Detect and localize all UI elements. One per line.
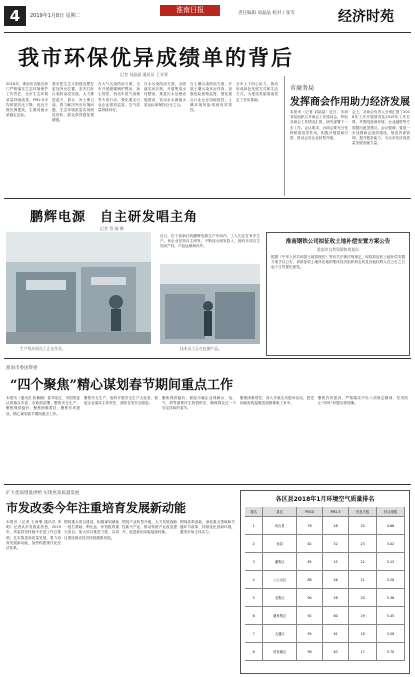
- sidebar-headline: 发挥商会作用助力经济发展: [290, 97, 410, 108]
- notice-title: 淮南钢铁公司拟征收土地补偿安置方案公告: [285, 239, 391, 245]
- main-col-1: 2018年，淮南市各级各部门严格落实生态环境保护工作责任，全市生态环境质量持续改善，PM2.5平均浓度同比下降，优良天数比例提高，主要河流水质稳定达标。: [6, 82, 48, 118]
- table-cell: 凤台县: [263, 517, 297, 535]
- table-cell: 5.36: [377, 589, 405, 607]
- table-row: [245, 589, 405, 607]
- table-cell: 毛集区: [263, 589, 297, 607]
- table-cell: 61: [323, 625, 349, 643]
- table-cell: 大通区: [263, 625, 297, 643]
- table-header-cell: 综合指数: [377, 507, 405, 517]
- table-cell: 7: [245, 625, 263, 643]
- table-cell: 17: [349, 643, 377, 661]
- sidebar-col-2: 会上，各商会负责人分别汇报了2018年工作开展情况及2019年工作打算，并围绕营商环境、企业融资等方面提出意见建议。会议强调，要进一步加强商会组织建设，规范内部管理，提升服务能力，为全市经济高质量发展贡献力量。: [352, 110, 410, 146]
- second-headline: “四个聚焦”精心谋划春节期间重点工作: [10, 378, 233, 393]
- table-cell: 4: [245, 571, 263, 589]
- table-cell: 90: [297, 589, 323, 607]
- masthead-logo: 淮南日报: [160, 5, 220, 16]
- table-cell: 1: [245, 517, 263, 535]
- table-cell: 85: [297, 553, 323, 571]
- table-row: [245, 643, 405, 661]
- table-header-row: [245, 507, 405, 517]
- main-col-2: 我市把生态文明建设摆在更加突出位置，坚决打好污染防治攻坚战，大力推进蓝天、碧水、净土保卫战，着力解决突出环境问题，生态环境质量实现明显好转，群众获得感显著增强。: [52, 82, 94, 123]
- table-cell: 5.70: [377, 643, 405, 661]
- table-row: [245, 607, 405, 625]
- table-row: [245, 571, 405, 589]
- table-cell: 82: [297, 535, 323, 553]
- table-row: [245, 625, 405, 643]
- table-cell: 95: [297, 625, 323, 643]
- table-row: [245, 553, 405, 571]
- table-cell: 25: [349, 517, 377, 535]
- ndrc-kicker: 扩大优质增量供给 实现更高质量发展: [6, 491, 80, 496]
- main-col-6: 全市上下同心协力，推动形成绿色发展方式和生活方式，为建设美丽淮南奠定了坚实基础。: [236, 82, 278, 102]
- air-quality-table: [245, 507, 405, 661]
- table-cell: 22: [349, 553, 377, 571]
- second-col-2: 聚焦安全生产，组织开展安全生产大检查，督促企业落实主体责任，消除各类安全隐患。: [84, 396, 158, 406]
- table-cell: 21: [349, 571, 377, 589]
- notice-subtitle: 淮南市自然资源和规划局: [317, 247, 359, 252]
- table-cell: 4.86: [377, 517, 405, 535]
- table-cell: 23: [349, 535, 377, 553]
- table-cell: 6: [245, 607, 263, 625]
- table-cell: 5.28: [377, 571, 405, 589]
- table-cell: 78: [297, 517, 323, 535]
- public-notice-box: [266, 232, 410, 356]
- second-kicker: 淮南市委国资委: [6, 366, 38, 371]
- page-header: [0, 0, 415, 32]
- table-cell: 18: [349, 625, 377, 643]
- table-cell: 寿县: [263, 535, 297, 553]
- table-cell: 5: [245, 589, 263, 607]
- table-cell: 谢家集区: [263, 607, 297, 625]
- table-cell: 2: [245, 535, 263, 553]
- table-cell: 63: [323, 643, 349, 661]
- table-cell: 48: [323, 517, 349, 535]
- table-cell: 60: [323, 607, 349, 625]
- ndrc-col-3: 围绕产业转型升级，大力发展战略性新兴产业，推动传统产业改造提升，促进新旧动能接续转换。: [122, 520, 177, 535]
- feature-text: 近日，位于高新区的鹏辉电源生产车间内，工人们正在有序生产。该企业坚持自主研发，不断加大研发投入，拥有多项自主知识产权，产品远销海内外。: [160, 234, 260, 249]
- second-col-1: 本报讯（通讯员 张楠楠）春节临近，市国资委认真落实市委、市政府部署，聚焦安全生产、聚焦保供稳价、聚焦困难帮扶、聚焦作风建设，精心谋划春节期间重点工作。: [6, 396, 80, 416]
- table-cell: 19: [349, 607, 377, 625]
- table-cell: 52: [323, 535, 349, 553]
- table-cell: 5.45: [377, 607, 405, 625]
- sidebar-divider: [284, 76, 285, 196]
- table-cell: 5.02: [377, 535, 405, 553]
- table-cell: 田家庵区: [263, 643, 297, 661]
- feature-byline: 记者 蔡 刚 摄: [100, 226, 124, 231]
- table-cell: 八公山区: [263, 571, 297, 589]
- ndrc-headline: 市发改委今年注重培育发展新动能: [6, 501, 187, 515]
- table-header-cell: PM2.5: [323, 507, 349, 517]
- sidebar-kicker: 市商务局: [290, 85, 315, 92]
- factory-photo-right: [160, 264, 260, 344]
- table-cell: 55: [323, 553, 349, 571]
- table-header-cell: PM10: [297, 507, 323, 517]
- factory-photo-left: [6, 232, 151, 344]
- table-cell: 3: [245, 553, 263, 571]
- editor-credits: 责任编辑 刘晶晶 校对 / 张雪: [238, 11, 295, 16]
- table-title: 各区县2018年1月环境空气质量排名: [275, 496, 375, 503]
- section-rule-2: [4, 358, 411, 359]
- section-rule-3: [4, 484, 411, 485]
- photo-caption-left: 生产线车间员工正在作业。: [20, 346, 66, 351]
- section-rule-1: [4, 198, 411, 199]
- table-cell: 8: [245, 643, 263, 661]
- table-header-cell: 优良天数: [349, 507, 377, 517]
- main-col-5: 在土壤污染防治方面，开展土壤污染状况详查，加强危险废物监管，强化重点行业企业用地管控，土壤环境风险得到有效管控。: [190, 82, 232, 113]
- table-cell: 20: [349, 589, 377, 607]
- table-cell: 58: [323, 589, 349, 607]
- photo-caption-right: 技术员工正在检测产品。: [180, 346, 222, 351]
- air-quality-table-box: [240, 490, 410, 674]
- table-cell: 56: [323, 571, 349, 589]
- ndrc-col-1: 本报讯（记者 王雨霏 通讯员 李明）记者从市发改委获悉，2019年，该委将坚持稳中求进工作总基调，扎实推进高质量发展，着力培育发展新动能，加快构建现代化经济体系。: [6, 520, 61, 551]
- feature-headline: 鹏辉电源 自主研发唱主角: [30, 210, 199, 225]
- ndrc-col-4: 围绕改革创新，深化重点领域和关键环节改革，持续优化营商环境，激发市场主体活力。: [180, 520, 235, 535]
- main-col-4: 在水污染防治方面，全面落实河长制，开展黑臭水体整治，推进污水处理设施建设，饮用水水源地水质达标率保持百分之百。: [144, 82, 186, 107]
- table-cell: 98: [297, 643, 323, 661]
- sidebar-col-1: 本报讯（记者 刘晶晶）近日，市商务局组织召开商会工作座谈会，听取各商会工作情况汇报，研究部署下一步工作。会议要求，各商会要充分发挥桥梁纽带作用，积极开展招商引资，推动会员企业转型升级。: [290, 110, 348, 141]
- issue-date: 2019年1月8日 星期二: [30, 13, 81, 19]
- main-byline: 记者 刘晶晶 通讯员 王亚勇: [120, 72, 168, 77]
- table-header-cell: 县区: [263, 507, 297, 517]
- second-col-4: 聚焦困难帮扶，深入开展走访慰问活动，把党和政府的温暖送到困难职工家中。: [240, 396, 314, 406]
- table-cell: 5.58: [377, 625, 405, 643]
- table-header-cell: 排名: [245, 507, 263, 517]
- header-rule: [4, 32, 411, 33]
- page-number: 4: [4, 6, 26, 26]
- table-cell: 5.15: [377, 553, 405, 571]
- table-cell: 潘集区: [263, 553, 297, 571]
- second-col-3: 聚焦保供稳价，督促市属企业保障水、电、气、热等重要民生物资供应，确保群众过一个安定祥和的春节。: [162, 396, 236, 411]
- section-title: 经济时苑: [338, 9, 394, 25]
- table-cell: 88: [297, 571, 323, 589]
- table-cell: 92: [297, 607, 323, 625]
- notice-text: 根据《中华人民共和国土地管理法》等有关法律法规规定，现将拟征收土地补偿安置方案予以公告，请被征收土地所在地的集体经济组织和农民及其他权利人在公告之日起十日内提出意见。: [271, 255, 405, 270]
- main-headline: 我市环保优异成绩单的背后: [18, 45, 294, 70]
- table-row: [245, 517, 405, 535]
- main-col-3: 在大气污染防治方面，全市开展燃煤锅炉整治、扬尘管控、机动车尾气治理等专项行动，强化重点行业企业排放监管，空气质量持续向好。: [98, 82, 140, 113]
- second-col-5: 聚焦作风建设，严格落实中央八项规定精神，坚决防止“四风”问题反弹回潮。: [318, 396, 408, 406]
- ndrc-col-2: 围绕重大项目建设，积极谋划储备一批打基础、利长远、补短板的重大项目，加大项目推进力度，以项目建设推动经济持续健康发展。: [64, 520, 119, 540]
- table-row: [245, 535, 405, 553]
